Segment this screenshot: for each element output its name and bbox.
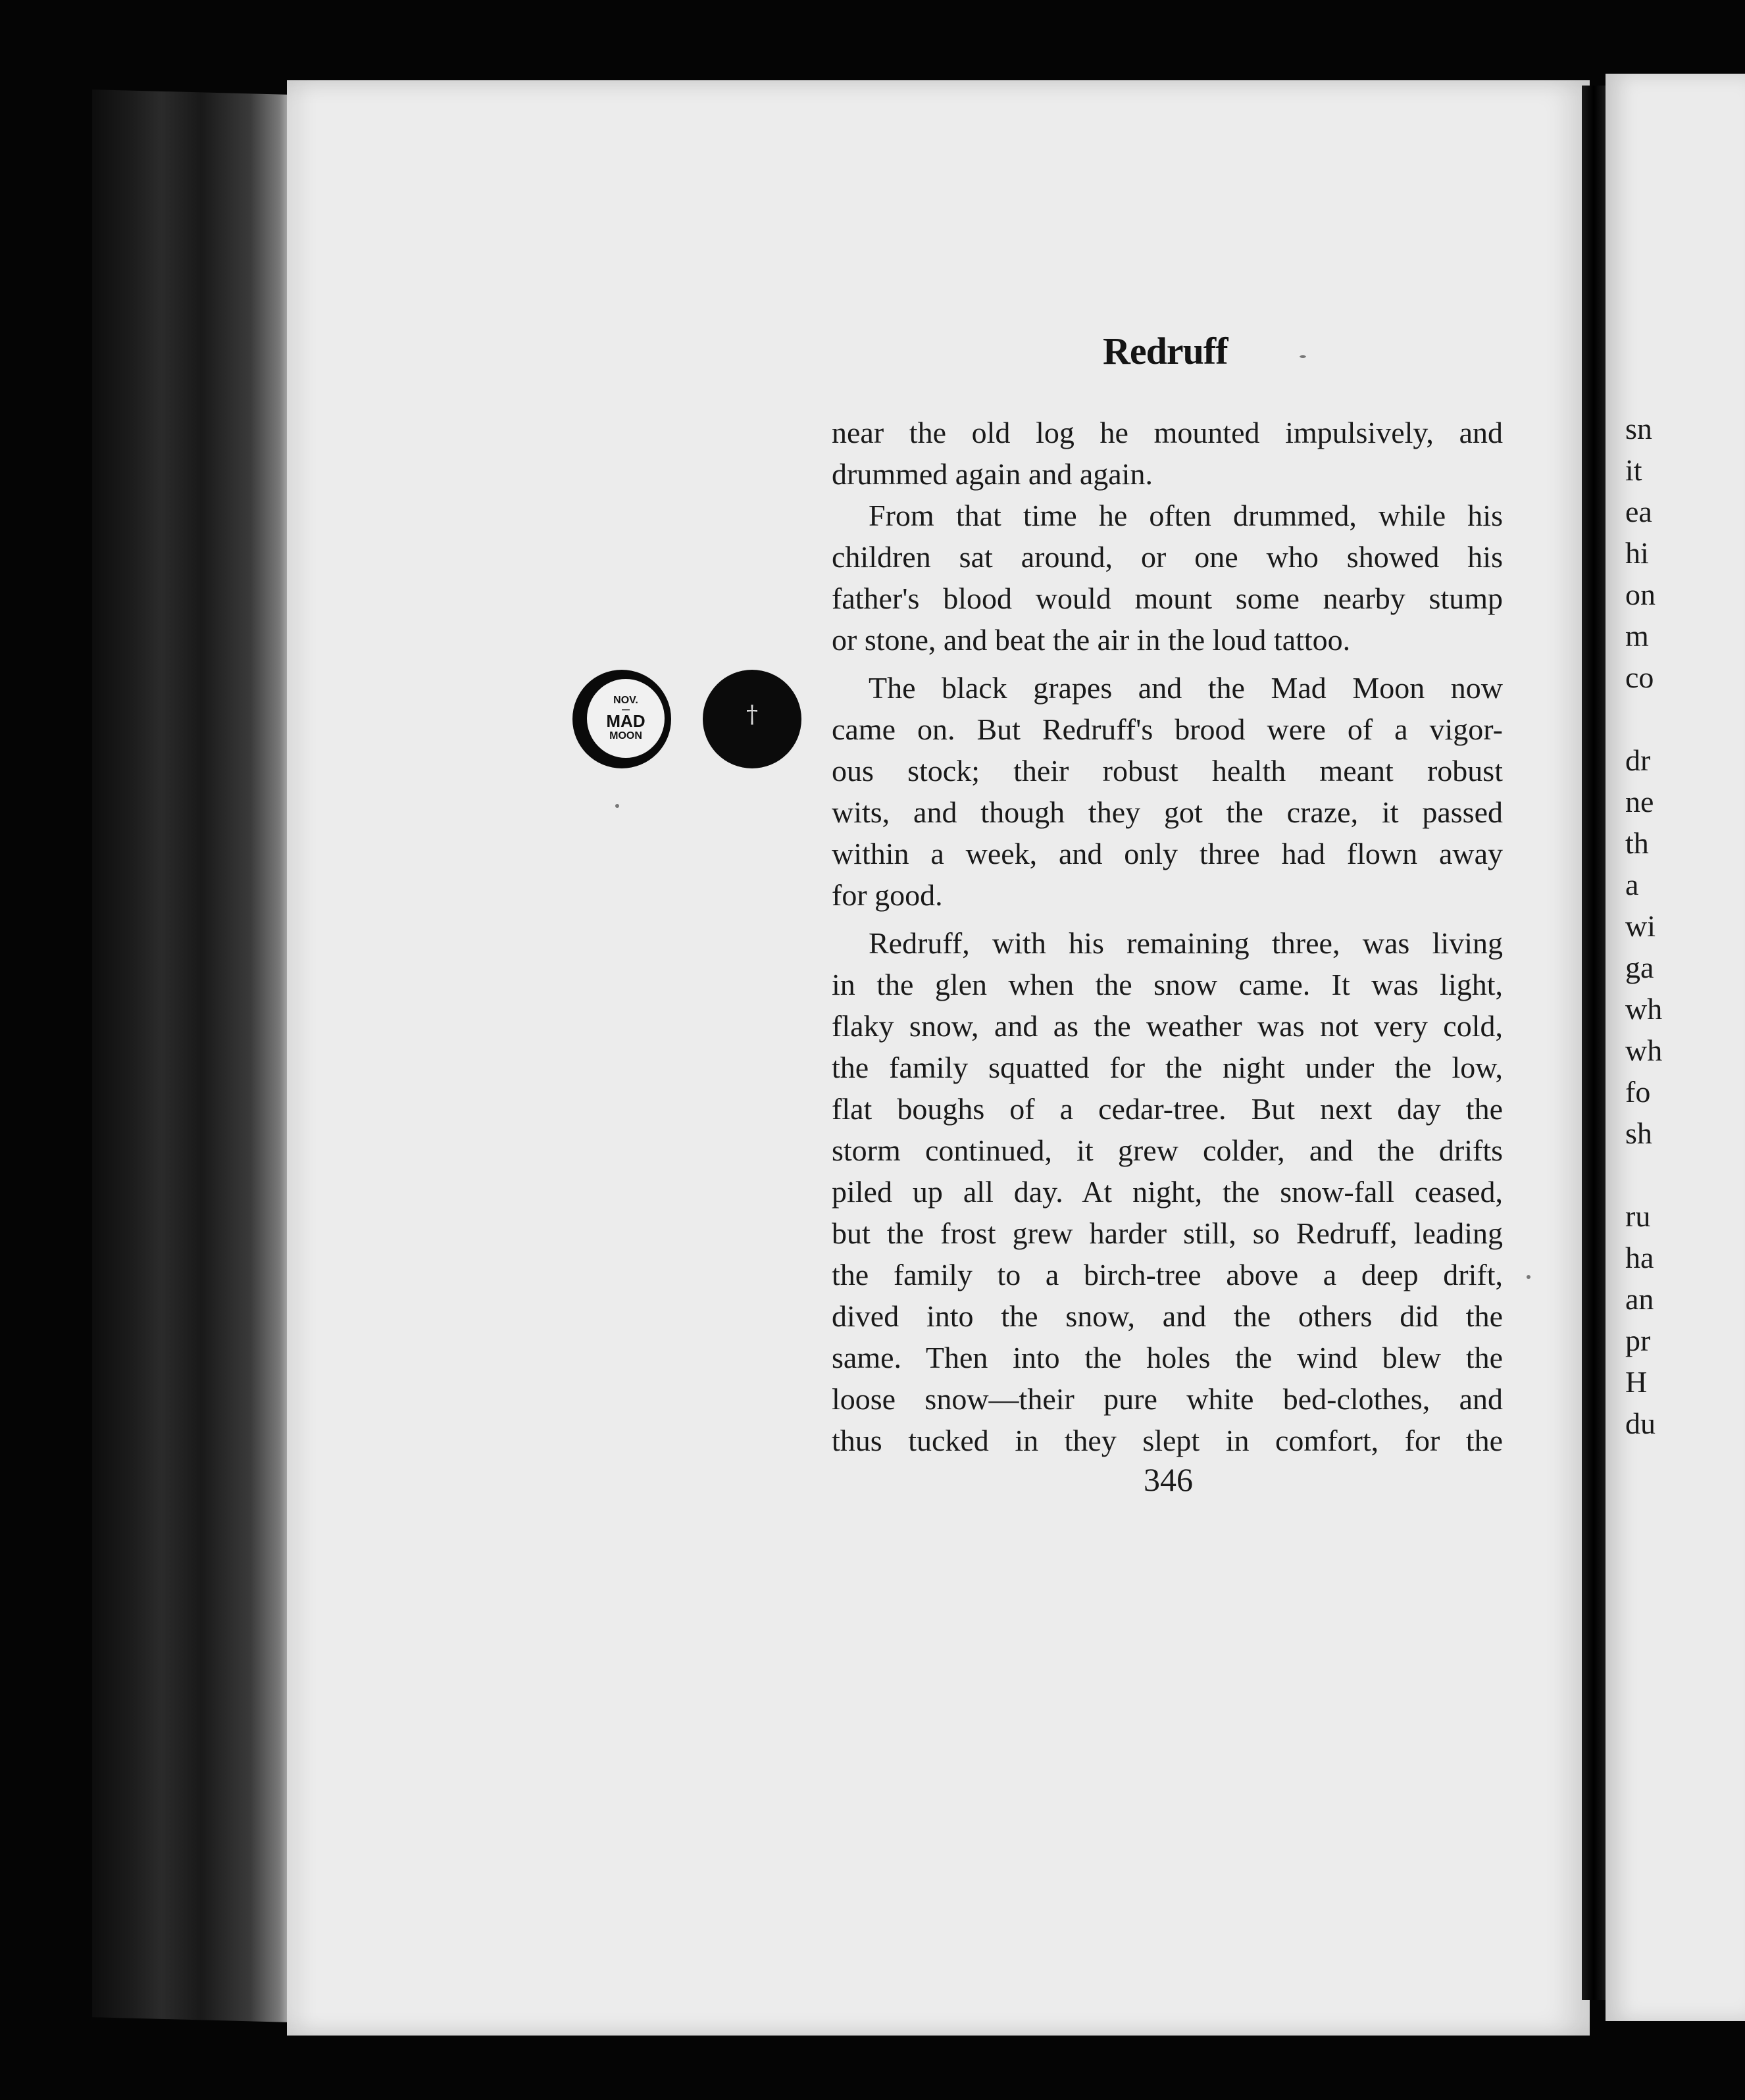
text-line: for good. [832,878,943,912]
page-number: 346 [1144,1461,1193,1498]
facing-line: du [1625,1407,1656,1440]
facing-line: wh [1625,1034,1663,1067]
stamp-moon: MOON [609,730,642,741]
page-speck [1300,355,1306,358]
text-line: From that time he often drummed, while his [869,499,1503,532]
facing-page-text [1625,408,1744,1444]
text-line: came on. But Redruff's brood were of a vigor- [832,712,1503,746]
book-spine [1582,86,1606,2000]
text-line: wits, and though they got the craze, it passed [832,795,1503,829]
moon-glyph: † [746,701,758,728]
facing-line: ea [1625,495,1652,528]
facing-line: hi [1625,536,1649,570]
text-line: drummed again and again. [832,457,1153,491]
text-line: thus tucked in they slept in comfort, for the [832,1424,1503,1457]
text-line: the family squatted for the night under the low, [832,1051,1503,1084]
facing-line: m [1625,619,1649,653]
page-speck [615,804,619,808]
running-header: Redruff [1103,330,1228,372]
text-line: children sat around, or one who showed his [832,540,1503,574]
facing-line: wh [1625,992,1663,1026]
facing-line: th [1625,826,1649,860]
facing-line: ga [1625,951,1654,984]
facing-line: ru [1625,1199,1651,1233]
text-line: storm continued, it grew colder, and the drifts [832,1134,1503,1167]
facing-line: sh [1625,1116,1652,1150]
text-line: Redruff, with his remaining three, was living [869,926,1503,960]
facing-line: co [1625,661,1654,694]
text-line: flat boughs of a cedar-tree. But next day the [832,1092,1503,1126]
dark-moon-icon [703,670,801,768]
text-line: the family to a birch-tree above a deep drift, [832,1258,1503,1291]
text-line: but the frost grew harder still, so Redruff, leading [832,1216,1503,1250]
facing-line: fo [1625,1075,1651,1109]
text-line: dived into the snow, and the others did the [832,1299,1503,1333]
stamp-dash: — [622,705,630,714]
text-line: same. Then into the holes the wind blew the [832,1341,1503,1374]
text-line: piled up all day. At night, the snow-fall ceased, [832,1175,1503,1209]
mad-moon-stamp [572,670,671,768]
facing-line: dr [1625,743,1651,777]
body-text [832,412,1503,1461]
mad-moon-stamp-face [587,679,665,758]
facing-line: wi [1625,909,1656,943]
text-line: father's blood would mount some nearby stump [832,582,1503,615]
facing-line: sn [1625,412,1652,445]
text-line: or stone, and beat the air in the loud tattoo. [832,623,1351,657]
text-line: in the glen when the snow came. It was light, [832,968,1503,1001]
facing-line: an [1625,1282,1654,1316]
text-line: within a week, and only three had flown away [832,837,1503,870]
facing-line: ne [1625,785,1654,818]
stamp-mad: MAD [606,711,645,732]
text-line: loose snow—their pure white bed-clothes, and [832,1382,1503,1416]
facing-line: pr [1625,1324,1651,1357]
page-speck [1527,1275,1530,1279]
text-line: near the old log he mounted impulsively, and [832,416,1503,449]
book-page-edges [92,89,290,2022]
text-line: ous stock; their robust health meant robust [832,754,1503,788]
stamp-month: NOV. [613,694,638,706]
facing-line: H [1625,1365,1648,1399]
text-line: flaky snow, and as the weather was not very cold, [832,1009,1503,1043]
text-line: The black grapes and the Mad Moon now [869,671,1503,705]
facing-line: it [1625,453,1642,487]
facing-line: ha [1625,1241,1654,1274]
facing-line: a [1625,868,1639,901]
facing-line: on [1625,578,1656,611]
